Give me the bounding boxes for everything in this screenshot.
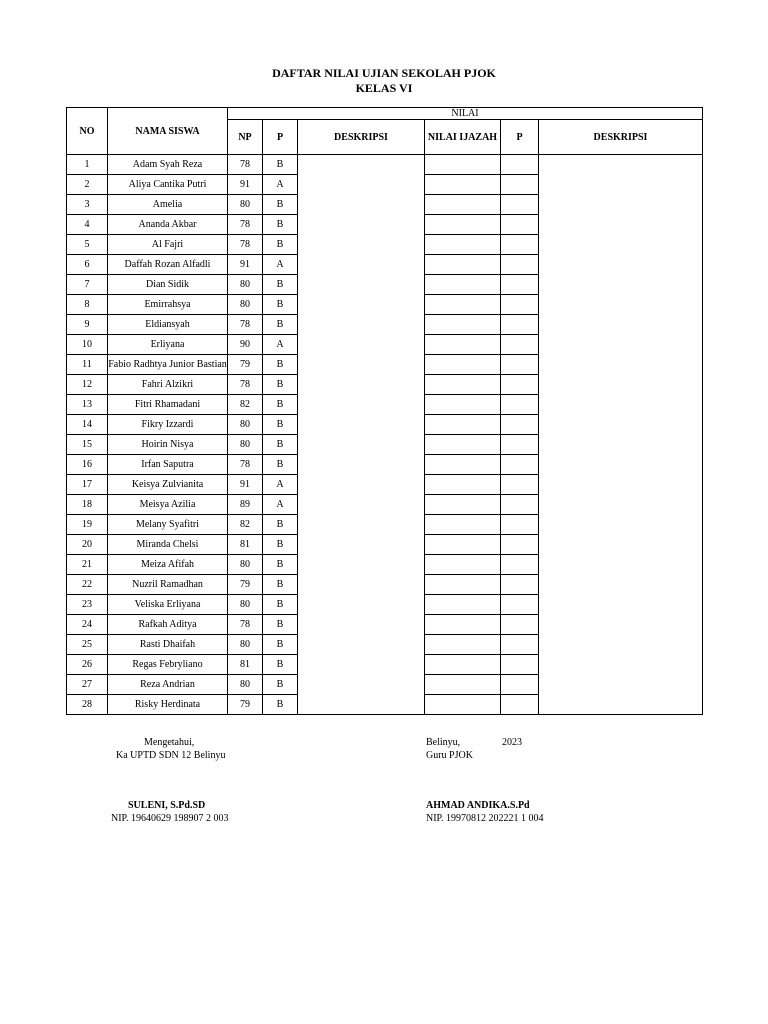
- cell-p2: [501, 275, 539, 295]
- cell-np: 79: [228, 575, 263, 595]
- cell-nama-siswa: Keisya Zulvianita: [108, 475, 228, 495]
- cell-no: 21: [67, 555, 108, 575]
- cell-nama-siswa: Hoirin Nisya: [108, 435, 228, 455]
- cell-p2: [501, 155, 539, 175]
- cell-p2: [501, 655, 539, 675]
- table-row: [67, 375, 703, 395]
- cell-no: 2: [67, 175, 108, 195]
- cell-p: B: [263, 295, 298, 315]
- cell-nama-siswa: Eldiansyah: [108, 315, 228, 335]
- cell-np: 89: [228, 495, 263, 515]
- cell-no: 22: [67, 575, 108, 595]
- cell-np: 80: [228, 595, 263, 615]
- cell-deskripsi: [298, 275, 425, 295]
- cell-deskripsi: [298, 535, 425, 555]
- table-row: [67, 355, 703, 375]
- cell-deskripsi2: [539, 495, 703, 515]
- cell-nilai-ijazah: [425, 295, 501, 315]
- cell-np: 78: [228, 155, 263, 175]
- cell-no: 9: [67, 315, 108, 335]
- cell-p: B: [263, 215, 298, 235]
- cell-p: A: [263, 335, 298, 355]
- table-row: [67, 155, 703, 175]
- cell-p2: [501, 695, 539, 715]
- cell-nilai-ijazah: [425, 435, 501, 455]
- cell-p: B: [263, 375, 298, 395]
- cell-deskripsi: [298, 695, 425, 715]
- cell-nama-siswa: Meiza Afifah: [108, 555, 228, 575]
- cell-no: 18: [67, 495, 108, 515]
- cell-nama-siswa: Irfan Saputra: [108, 455, 228, 475]
- cell-deskripsi: [298, 315, 425, 335]
- cell-np: 78: [228, 455, 263, 475]
- cell-p2: [501, 175, 539, 195]
- cell-nilai-ijazah: [425, 615, 501, 635]
- cell-p2: [501, 615, 539, 635]
- cell-deskripsi: [298, 415, 425, 435]
- cell-deskripsi: [298, 435, 425, 455]
- cell-no: 23: [67, 595, 108, 615]
- cell-nilai-ijazah: [425, 495, 501, 515]
- cell-nama-siswa: Regas Febryliano: [108, 655, 228, 675]
- table-row: [67, 555, 703, 575]
- cell-deskripsi2: [539, 615, 703, 635]
- cell-no: 26: [67, 655, 108, 675]
- table-row: [67, 635, 703, 655]
- cell-nilai-ijazah: [425, 335, 501, 355]
- cell-deskripsi2: [539, 555, 703, 575]
- cell-no: 13: [67, 395, 108, 415]
- table-row: [67, 695, 703, 715]
- cell-p2: [501, 475, 539, 495]
- cell-np: 91: [228, 475, 263, 495]
- cell-np: 81: [228, 535, 263, 555]
- table-row: [67, 415, 703, 435]
- col-header-p: P: [263, 120, 298, 155]
- document-subtitle: KELAS VI: [355, 81, 413, 95]
- cell-nama-siswa: Dian Sidik: [108, 275, 228, 295]
- cell-nilai-ijazah: [425, 175, 501, 195]
- cell-nilai-ijazah: [425, 415, 501, 435]
- table-row: [67, 455, 703, 475]
- footer-right-name-wrap: [426, 800, 530, 811]
- table-row: [67, 495, 703, 515]
- cell-p2: [501, 355, 539, 375]
- cell-nilai-ijazah: [425, 195, 501, 215]
- cell-nama-siswa: Fabio Radhtya Junior Bastian: [108, 355, 228, 375]
- footer-left-line2: Ka UPTD SDN 12 Belinyu: [116, 750, 226, 761]
- cell-nilai-ijazah: [425, 275, 501, 295]
- cell-p: B: [263, 195, 298, 215]
- cell-np: 80: [228, 675, 263, 695]
- cell-nama-siswa: Daffah Rozan Alfadli: [108, 255, 228, 275]
- cell-nama-siswa: Miranda Chelsi: [108, 535, 228, 555]
- cell-deskripsi2: [539, 415, 703, 435]
- cell-p: B: [263, 555, 298, 575]
- cell-p: B: [263, 655, 298, 675]
- cell-nilai-ijazah: [425, 575, 501, 595]
- cell-nilai-ijazah: [425, 375, 501, 395]
- cell-nama-siswa: Emirrahsya: [108, 295, 228, 315]
- footer-left-line1: Mengetahui,: [144, 737, 195, 748]
- cell-p2: [501, 435, 539, 455]
- cell-np: 82: [228, 515, 263, 535]
- cell-p2: [501, 635, 539, 655]
- table-row: [67, 295, 703, 315]
- cell-p: A: [263, 175, 298, 195]
- cell-p: B: [263, 235, 298, 255]
- cell-deskripsi: [298, 235, 425, 255]
- table-row: [67, 655, 703, 675]
- cell-deskripsi2: [539, 255, 703, 275]
- cell-no: 10: [67, 335, 108, 355]
- table-row: [67, 595, 703, 615]
- cell-p: B: [263, 615, 298, 635]
- cell-nilai-ijazah: [425, 255, 501, 275]
- cell-np: 81: [228, 655, 263, 675]
- cell-nilai-ijazah: [425, 555, 501, 575]
- table-row: [67, 335, 703, 355]
- cell-deskripsi: [298, 215, 425, 235]
- cell-deskripsi2: [539, 375, 703, 395]
- cell-no: 27: [67, 675, 108, 695]
- cell-np: 79: [228, 695, 263, 715]
- cell-deskripsi: [298, 335, 425, 355]
- cell-deskripsi2: [539, 455, 703, 475]
- cell-no: 28: [67, 695, 108, 715]
- cell-np: 80: [228, 295, 263, 315]
- cell-deskripsi2: [539, 695, 703, 715]
- cell-deskripsi: [298, 515, 425, 535]
- cell-nilai-ijazah: [425, 155, 501, 175]
- cell-no: 11: [67, 355, 108, 375]
- cell-deskripsi2: [539, 235, 703, 255]
- cell-deskripsi2: [539, 335, 703, 355]
- table-row: [67, 515, 703, 535]
- cell-no: 19: [67, 515, 108, 535]
- cell-p2: [501, 595, 539, 615]
- cell-no: 14: [67, 415, 108, 435]
- cell-deskripsi2: [539, 355, 703, 375]
- cell-deskripsi2: [539, 475, 703, 495]
- table-row: [67, 575, 703, 595]
- cell-deskripsi: [298, 595, 425, 615]
- cell-nama-siswa: Adam Syah Reza: [108, 155, 228, 175]
- table-row: [67, 435, 703, 455]
- cell-deskripsi: [298, 195, 425, 215]
- cell-deskripsi2: [539, 575, 703, 595]
- table-row: [67, 395, 703, 415]
- cell-deskripsi: [298, 175, 425, 195]
- cell-p: B: [263, 595, 298, 615]
- cell-no: 20: [67, 535, 108, 555]
- col-header-no: NO: [67, 108, 108, 155]
- cell-nilai-ijazah: [425, 535, 501, 555]
- cell-p2: [501, 195, 539, 215]
- cell-np: 80: [228, 415, 263, 435]
- table-row: [67, 215, 703, 235]
- cell-deskripsi: [298, 155, 425, 175]
- cell-deskripsi2: [539, 175, 703, 195]
- cell-deskripsi2: [539, 675, 703, 695]
- cell-nilai-ijazah: [425, 395, 501, 415]
- col-header-nilai: NILAI: [228, 108, 703, 120]
- cell-p2: [501, 415, 539, 435]
- cell-p2: [501, 315, 539, 335]
- cell-np: 80: [228, 635, 263, 655]
- cell-deskripsi: [298, 395, 425, 415]
- cell-deskripsi2: [539, 655, 703, 675]
- cell-deskripsi2: [539, 535, 703, 555]
- grade-table-body: [67, 155, 703, 715]
- cell-deskripsi2: [539, 195, 703, 215]
- cell-deskripsi: [298, 555, 425, 575]
- cell-p2: [501, 515, 539, 535]
- cell-nilai-ijazah: [425, 595, 501, 615]
- cell-p: B: [263, 635, 298, 655]
- cell-no: 24: [67, 615, 108, 635]
- cell-p: B: [263, 455, 298, 475]
- cell-no: 5: [67, 235, 108, 255]
- cell-np: 91: [228, 175, 263, 195]
- cell-nama-siswa: Nuzril Ramadhan: [108, 575, 228, 595]
- cell-no: 12: [67, 375, 108, 395]
- cell-deskripsi: [298, 675, 425, 695]
- cell-nama-siswa: Aliya Cantika Putri: [108, 175, 228, 195]
- cell-p: B: [263, 315, 298, 335]
- col-header-deskripsi2: DESKRIPSI: [539, 120, 703, 155]
- cell-p: B: [263, 155, 298, 175]
- footer-left-name-wrap: [128, 800, 205, 811]
- cell-np: 78: [228, 375, 263, 395]
- cell-p: B: [263, 415, 298, 435]
- cell-deskripsi: [298, 575, 425, 595]
- footer-right-name: AHMAD ANDIKA.S.Pd: [426, 800, 530, 811]
- cell-deskripsi: [298, 615, 425, 635]
- cell-nama-siswa: Veliska Erliyana: [108, 595, 228, 615]
- cell-np: 78: [228, 215, 263, 235]
- cell-deskripsi2: [539, 315, 703, 335]
- cell-nilai-ijazah: [425, 635, 501, 655]
- footer-left-nip: NIP. 19640629 198907 2 003: [111, 813, 229, 824]
- cell-nilai-ijazah: [425, 655, 501, 675]
- cell-p2: [501, 215, 539, 235]
- cell-deskripsi2: [539, 275, 703, 295]
- cell-no: 16: [67, 455, 108, 475]
- cell-p2: [501, 295, 539, 315]
- col-header-deskripsi: DESKRIPSI: [298, 120, 425, 155]
- cell-p: A: [263, 255, 298, 275]
- cell-p: B: [263, 355, 298, 375]
- footer-right-year: 2023: [502, 737, 522, 748]
- cell-deskripsi: [298, 475, 425, 495]
- cell-deskripsi: [298, 255, 425, 275]
- cell-nama-siswa: Ananda Akbar: [108, 215, 228, 235]
- cell-deskripsi2: [539, 635, 703, 655]
- document-title: DAFTAR NILAI UJIAN SEKOLAH PJOK: [272, 66, 496, 80]
- cell-no: 15: [67, 435, 108, 455]
- cell-p: B: [263, 435, 298, 455]
- cell-np: 78: [228, 615, 263, 635]
- cell-nama-siswa: Melany Syafitri: [108, 515, 228, 535]
- cell-deskripsi2: [539, 295, 703, 315]
- footer-right-line2: Guru PJOK: [426, 750, 473, 761]
- cell-deskripsi: [298, 355, 425, 375]
- cell-no: 25: [67, 635, 108, 655]
- cell-deskripsi: [298, 375, 425, 395]
- cell-nama-siswa: Amelia: [108, 195, 228, 215]
- cell-nilai-ijazah: [425, 675, 501, 695]
- footer-right-nip: NIP. 19970812 202221 1 004: [426, 813, 544, 824]
- cell-nilai-ijazah: [425, 515, 501, 535]
- cell-p2: [501, 535, 539, 555]
- cell-no: 4: [67, 215, 108, 235]
- cell-np: 80: [228, 555, 263, 575]
- cell-nilai-ijazah: [425, 455, 501, 475]
- cell-nama-siswa: Meisya Azilia: [108, 495, 228, 515]
- table-row: [67, 255, 703, 275]
- cell-np: 82: [228, 395, 263, 415]
- table-row: [67, 275, 703, 295]
- cell-p2: [501, 455, 539, 475]
- cell-nilai-ijazah: [425, 695, 501, 715]
- cell-deskripsi: [298, 295, 425, 315]
- cell-deskripsi2: [539, 595, 703, 615]
- grade-table: [66, 107, 703, 715]
- cell-nilai-ijazah: [425, 475, 501, 495]
- cell-p2: [501, 235, 539, 255]
- cell-p: B: [263, 275, 298, 295]
- cell-no: 8: [67, 295, 108, 315]
- cell-nama-siswa: Erliyana: [108, 335, 228, 355]
- col-header-nilai-ijazah: NILAI IJAZAH: [425, 120, 501, 155]
- cell-nama-siswa: Rasti Dhaifah: [108, 635, 228, 655]
- cell-p2: [501, 395, 539, 415]
- cell-nilai-ijazah: [425, 235, 501, 255]
- cell-np: 90: [228, 335, 263, 355]
- table-row: [67, 615, 703, 635]
- cell-p2: [501, 675, 539, 695]
- cell-np: 80: [228, 275, 263, 295]
- cell-nama-siswa: Rafkah Aditya: [108, 615, 228, 635]
- cell-p2: [501, 335, 539, 355]
- cell-deskripsi: [298, 455, 425, 475]
- cell-p2: [501, 375, 539, 395]
- table-row: [67, 675, 703, 695]
- cell-p: A: [263, 495, 298, 515]
- table-row: [67, 475, 703, 495]
- col-header-nama-siswa: NAMA SISWA: [108, 108, 228, 155]
- cell-p2: [501, 575, 539, 595]
- cell-no: 17: [67, 475, 108, 495]
- footer-left-name: SULENI, S.Pd.SD: [128, 800, 206, 811]
- cell-p: B: [263, 535, 298, 555]
- cell-p: B: [263, 515, 298, 535]
- cell-nilai-ijazah: [425, 315, 501, 335]
- cell-deskripsi: [298, 635, 425, 655]
- cell-p2: [501, 255, 539, 275]
- cell-p: B: [263, 675, 298, 695]
- cell-no: 3: [67, 195, 108, 215]
- cell-no: 6: [67, 255, 108, 275]
- table-row: [67, 535, 703, 555]
- cell-np: 78: [228, 315, 263, 335]
- cell-nilai-ijazah: [425, 355, 501, 375]
- cell-deskripsi2: [539, 515, 703, 535]
- cell-p: B: [263, 575, 298, 595]
- cell-deskripsi: [298, 495, 425, 515]
- cell-nama-siswa: Fikry Izzardi: [108, 415, 228, 435]
- cell-p: B: [263, 695, 298, 715]
- cell-np: 80: [228, 195, 263, 215]
- cell-p: B: [263, 395, 298, 415]
- table-row: [67, 235, 703, 255]
- table-row: [67, 315, 703, 335]
- cell-deskripsi2: [539, 215, 703, 235]
- cell-no: 1: [67, 155, 108, 175]
- cell-np: 80: [228, 435, 263, 455]
- table-row: [67, 175, 703, 195]
- cell-deskripsi2: [539, 435, 703, 455]
- cell-no: 7: [67, 275, 108, 295]
- cell-deskripsi: [298, 655, 425, 675]
- cell-np: 91: [228, 255, 263, 275]
- footer-right-place: Belinyu,: [426, 737, 461, 748]
- cell-nama-siswa: Al Fajri: [108, 235, 228, 255]
- cell-nama-siswa: Risky Herdinata: [108, 695, 228, 715]
- cell-p2: [501, 495, 539, 515]
- cell-deskripsi2: [539, 395, 703, 415]
- col-header-p2: P: [501, 120, 539, 155]
- cell-deskripsi2: [539, 155, 703, 175]
- cell-nama-siswa: Reza Andrian: [108, 675, 228, 695]
- cell-nama-siswa: Fitri Rhamadani: [108, 395, 228, 415]
- table-row: [67, 195, 703, 215]
- col-header-np: NP: [228, 120, 263, 155]
- cell-nilai-ijazah: [425, 215, 501, 235]
- cell-nama-siswa: Fahri Alzikri: [108, 375, 228, 395]
- cell-p2: [501, 555, 539, 575]
- cell-np: 78: [228, 235, 263, 255]
- cell-p: A: [263, 475, 298, 495]
- cell-np: 79: [228, 355, 263, 375]
